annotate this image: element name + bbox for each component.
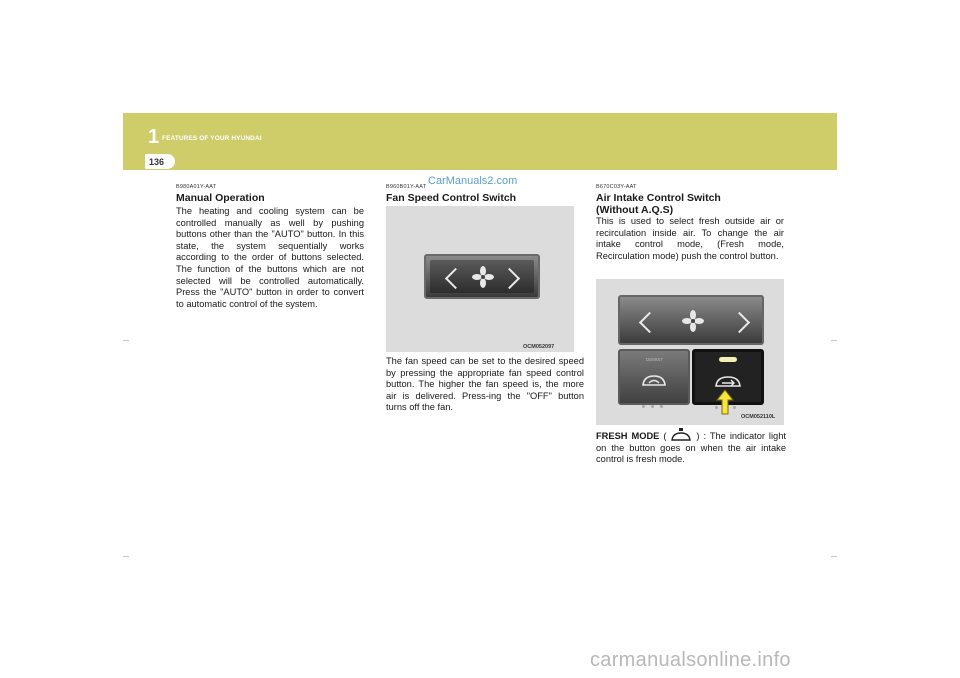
section-body: This is used to select fresh outside air or recirculation inside air. To change the air intake control mode, (Fresh mode, Recirculation mode) push the control button.	[596, 216, 784, 261]
fresh-mode-label: FRESH MODE	[596, 431, 660, 441]
paren-open: (	[663, 431, 667, 441]
crop-mark	[831, 556, 837, 557]
section-body: The heating and cooling system can be controlled manually as well by pushing buttons other than the "AUTO" button. In this state, the system sequentially works according to the order of buttons selected. The function of the buttons which are not selected will be controlled automatically. Press the "AUTO" button in order to convert to automatic control of the system.	[176, 206, 364, 309]
fresh-mode-text	[596, 428, 786, 466]
section-title: Air Intake Control Switch	[596, 192, 721, 204]
air-intake-figure	[596, 279, 784, 425]
section-title: Manual Operation	[176, 192, 265, 204]
page-number: 136	[149, 157, 165, 167]
section-code: B980A01Y-AAT	[176, 184, 217, 190]
figure-caption: OCM052110L	[741, 414, 776, 420]
section-title: Fan Speed Control Switch	[386, 192, 517, 204]
arrow-up-icon	[716, 389, 734, 415]
fresh-air-icon	[670, 428, 692, 442]
chapter-title: FEATURES OF YOUR HYUNDAI	[162, 135, 262, 142]
indicator-dots	[642, 395, 669, 413]
fresh-air-icon	[713, 374, 743, 390]
watermark-link[interactable]: CarManuals2.com	[428, 175, 518, 187]
crop-mark	[831, 340, 837, 341]
fan-speed-body	[386, 356, 584, 414]
recirculation-button[interactable]	[618, 349, 690, 405]
section-subtitle: (Without A.Q.S)	[596, 204, 674, 216]
fresh-mode-body: ) : The indicator light on the button goes on when the air intake control is fresh mode.	[596, 431, 786, 465]
fan-control-panel	[618, 295, 764, 345]
watermark-footer[interactable]: carmanualsonline.info	[590, 649, 791, 671]
chevron-right-icon	[729, 312, 750, 333]
section-body: The fan speed can be set to the desired speed by pressing the appropriate fan speed control button. The higher the fan speed is, the more air is delivered. Press-ing the "OFF" button turns off the fan.	[386, 356, 584, 413]
section-air-intake	[596, 184, 784, 262]
fan-control-panel	[424, 254, 540, 299]
section-code: B960B01Y-AAT	[386, 184, 427, 190]
section-fan-speed	[386, 184, 584, 204]
fan-speed-figure	[386, 206, 574, 352]
fan-icon	[472, 266, 494, 288]
crop-mark	[123, 556, 129, 557]
demist-label: DEMIST	[646, 357, 664, 362]
figure-caption: OCM052097	[523, 344, 555, 350]
fan-icon	[682, 310, 704, 332]
chapter-number: 1	[148, 126, 160, 148]
chevron-left-icon	[639, 312, 660, 333]
section-code: B670C03Y-AAT	[596, 184, 637, 190]
indicator-light	[719, 357, 737, 362]
recirculation-icon	[640, 373, 668, 389]
fresh-mode-desc	[596, 428, 786, 466]
crop-mark	[123, 340, 129, 341]
section-manual-operation	[176, 184, 364, 310]
